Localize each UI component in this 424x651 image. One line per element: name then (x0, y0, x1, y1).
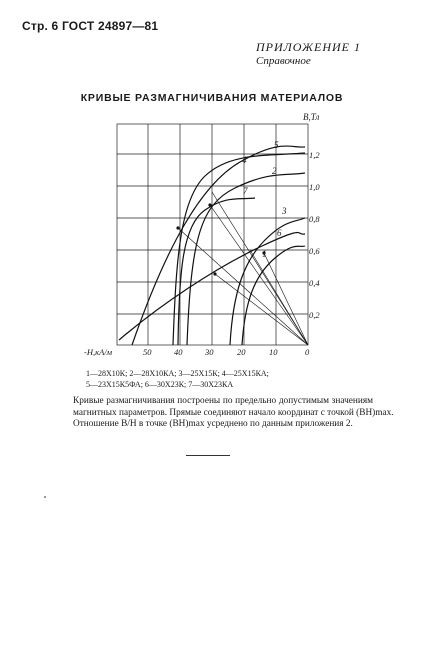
x-tick-label: 30 (205, 347, 214, 357)
curve-label-3: 3 (282, 206, 287, 216)
paragraph-line: Кривые размагничивания построены по предельно допустимым значениям (73, 396, 373, 406)
bhmax-points (176, 203, 265, 275)
y-tick-label: 0,6 (309, 246, 320, 256)
x-tick-label: 40 (174, 347, 183, 357)
y-tick-label: 1,0 (309, 182, 320, 192)
x-tick-label: 50 (143, 347, 152, 357)
y-tick-labels (305, 150, 320, 357)
legend-line: 1—28Х10К; 2—28Х10КА; 3—25Х15К; 4—25Х15КА; (86, 369, 269, 378)
load-lines (178, 192, 308, 345)
curve-label-6: 6 (277, 228, 282, 238)
x-tick-label: 10 (269, 347, 278, 357)
y-tick-label: 0,8 (309, 214, 320, 224)
y-tick-label: 0 (305, 347, 310, 357)
curve-label-1: 1 (262, 249, 267, 259)
scan-speck (44, 496, 46, 498)
materials-legend (86, 368, 346, 390)
x-axis-label: -H,кА/м (84, 347, 113, 357)
paragraph-line: магнитных параметров. Прямые соединяют начало координат с точкой (BH)max. (73, 407, 394, 418)
section-divider (186, 455, 230, 456)
x-tick-labels (143, 347, 278, 357)
x-tick-label: 20 (237, 347, 246, 357)
curve-4 (173, 153, 305, 345)
curve-label-4: 4 (242, 155, 247, 165)
curve-label-7: 7 (243, 186, 248, 196)
page-header: Стр. 6 ГОСТ 24897—81 (22, 19, 159, 33)
y-axis-label: B,Тл (303, 112, 320, 122)
curve-7 (178, 198, 255, 345)
legend-line: 5—23Х15К5ФА; 6—30Х23К; 7—30Х23КА (86, 380, 234, 389)
figure-title: КРИВЫЕ РАЗМАГНИЧИВАНИЯ МАТЕРИАЛОВ (80, 92, 344, 104)
y-tick-label: 0,2 (309, 310, 320, 320)
y-tick-label: 0,4 (309, 278, 320, 288)
appendix-title: ПРИЛОЖЕНИЕ 1 (256, 40, 361, 54)
curve-label-5: 5 (274, 140, 279, 150)
explanation-paragraph (73, 396, 394, 431)
curve-3 (230, 218, 305, 345)
appendix-subtitle: Справочное (256, 55, 311, 67)
y-tick-label: 1,2 (309, 150, 320, 160)
paragraph-line: Отношение B/H в точке (BH)max усреднено по данным приложения 2. (73, 419, 353, 429)
curve-label-2: 2 (272, 166, 277, 176)
curve-5 (132, 146, 305, 345)
